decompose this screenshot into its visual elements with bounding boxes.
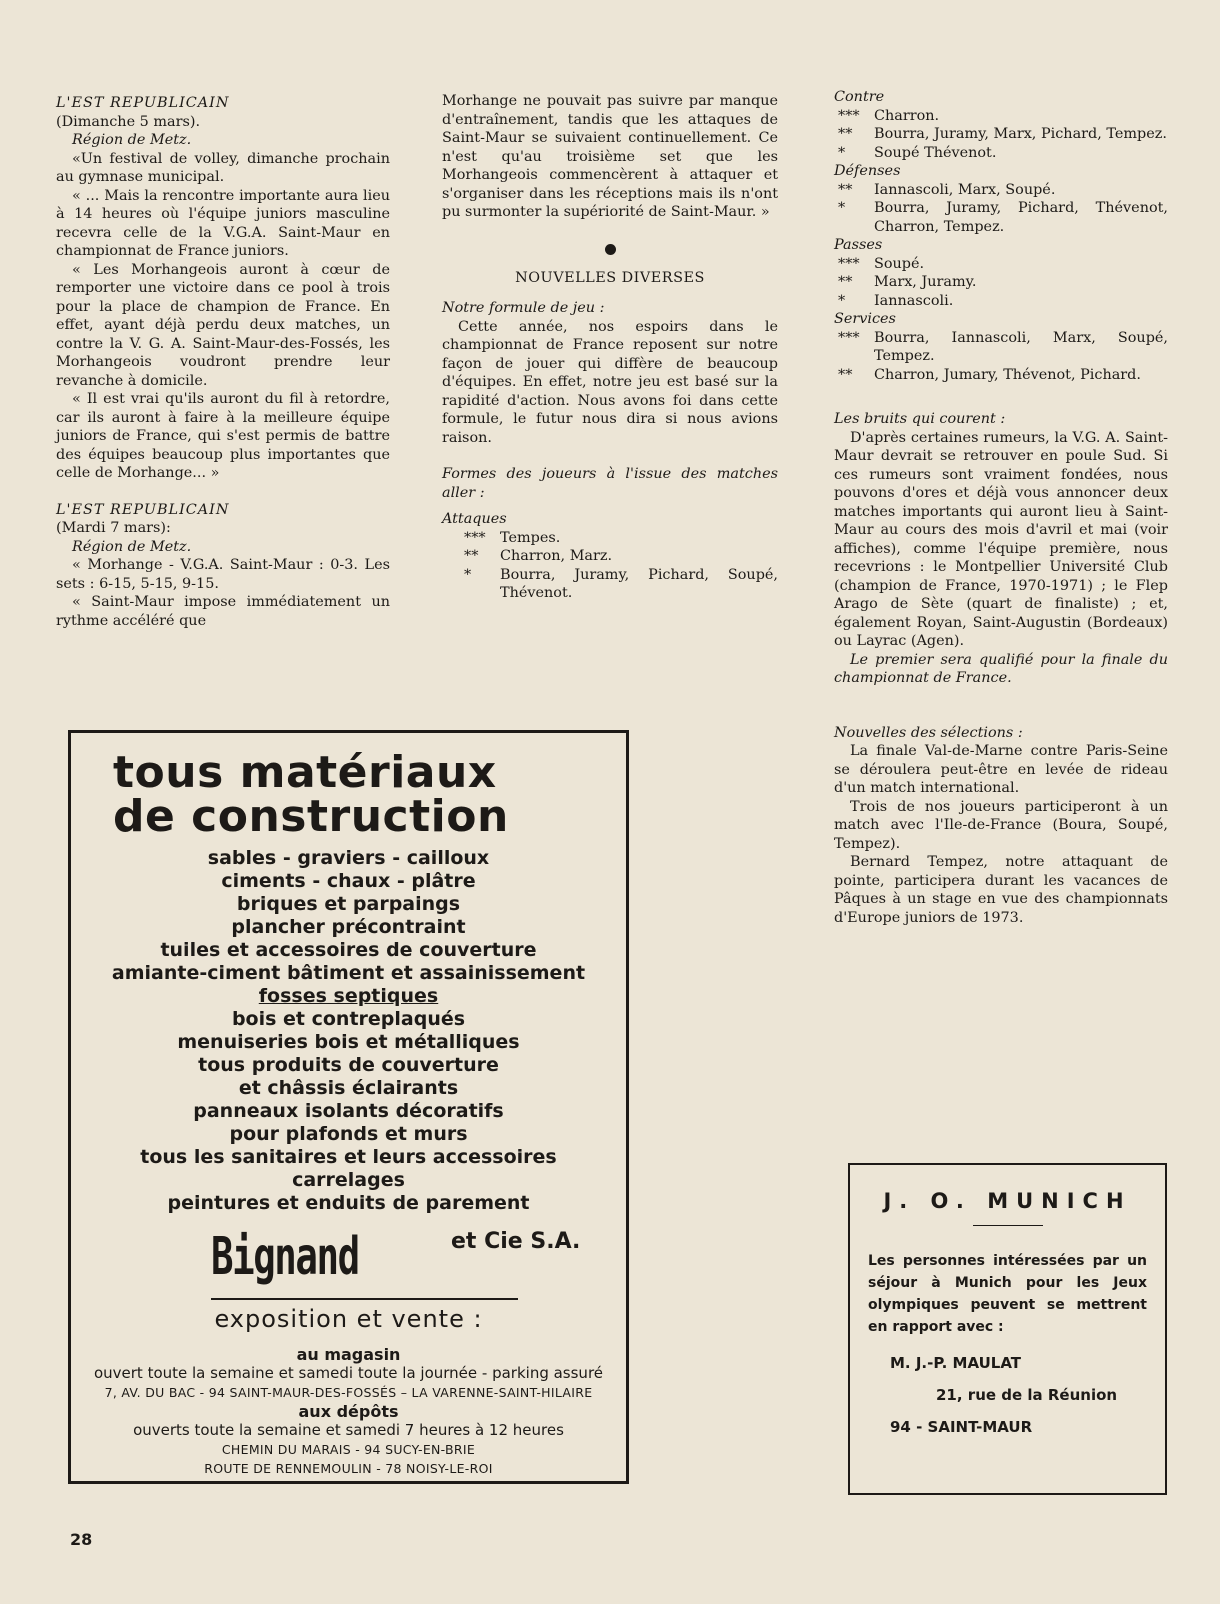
product-item: sables - graviers - cailloux bbox=[207, 847, 490, 869]
paragraph: « Il est vrai qu'ils auront du fil à retordre, car ils auront à faire à la meilleure équipe juniors de France, qui s'est permis de battre des équipes beaucoup plus importantes que celle de Morhange... » bbox=[56, 391, 390, 481]
depot-address: ROUTE DE RENNEMOULIN - 78 NOISY-LE-ROI bbox=[204, 1461, 493, 1476]
rating-row bbox=[834, 125, 1168, 144]
paragraph: La finale Val-de-Marne contre Paris-Seine se déroulera peut-être en levée de rideau d'un match international. bbox=[834, 743, 1168, 796]
rating-row bbox=[834, 292, 1168, 311]
product-item: ciments - chaux - plâtre bbox=[221, 870, 476, 892]
source-date: (Mardi 7 mars): bbox=[56, 520, 171, 536]
divider bbox=[973, 1225, 1043, 1226]
product-item: pour plafonds et murs bbox=[229, 1123, 468, 1145]
star-rating: * bbox=[838, 292, 846, 309]
paragraph: Cette année, nos espoirs dans le championnat de France reposent sur notre façon de jouer qui diffère de beaucoup d'équipes. En effet, notre jeu est basé sur la rapidité d'action. Nous avons foi dans cette formule, le futur nous dira si nous avions raison. bbox=[442, 318, 778, 446]
player-names: Charron, Jumary, Thévenot, Pichard. bbox=[874, 366, 1141, 383]
product-item: fosses septiques bbox=[258, 985, 439, 1007]
star-rating: ** bbox=[464, 548, 479, 564]
paragraph: «Un festival de volley, dimanche prochain au gymnase municipal. bbox=[56, 150, 390, 185]
star-rating: * bbox=[838, 144, 846, 161]
paragraph: Le premier sera qualifié pour la finale du championnat de France. bbox=[834, 651, 1168, 686]
star-rating: *** bbox=[464, 529, 486, 546]
brand-name: Bignand bbox=[211, 1227, 359, 1287]
product-item: tous les sanitaires et leurs accessoires bbox=[140, 1146, 557, 1168]
rating-heading: Contre bbox=[834, 89, 885, 105]
source-title: L'EST REPUBLICAIN bbox=[56, 501, 230, 518]
depot-address: CHEMIN DU MARAIS - 94 SUCY-EN-BRIE bbox=[221, 1442, 476, 1457]
product-item: tous produits de couverture bbox=[198, 1054, 499, 1076]
contact-street: 21, rue de la Réunion bbox=[936, 1386, 1118, 1404]
player-names: Charron, Marz. bbox=[500, 548, 613, 564]
store-hours: ouvert toute la semaine et samedi toute la journée - parking assuré bbox=[93, 1364, 604, 1382]
rating-row bbox=[834, 144, 1168, 163]
product-item: carrelages bbox=[292, 1169, 405, 1191]
advertisement-munich bbox=[848, 1163, 1167, 1495]
paragraph: « Saint-Maur impose immédiatement un rythme accéléré que bbox=[56, 594, 390, 629]
rating-heading: Attaques bbox=[442, 511, 507, 527]
subsection-title: Les bruits qui courent : bbox=[834, 411, 1006, 427]
player-names: Bourra, Iannascoli, Marx, Soupé, Tempez. bbox=[874, 329, 1168, 364]
paragraph: D'après certaines rumeurs, la V.G. A. Saint-Maur devrait se retrouver en poule Sud. Si ces rumeurs sont vraiment fondées, nous pouvons d'ores et déjà vous annoncer deux matches importants qui auront lieu à Saint-Maur au cours des mois d'avril et mai (voir affiches), comme l'équipe première, nous recevrions : le Montpellier Université Club (champion de France, 1970-1971) ; le Flep Arago de Sète (quart de finaliste) ; et, également Royan, Saint-Augustin (Bordeaux) ou Layrac (Agen). bbox=[834, 429, 1168, 649]
star-rating: ** bbox=[838, 126, 853, 142]
column-3 bbox=[834, 88, 1168, 927]
product-item: peintures et enduits de parement bbox=[167, 1192, 530, 1214]
player-names: Bourra, Juramy, Marx, Pichard, Tempez. bbox=[874, 126, 1167, 142]
paragraph: « Morhange - V.G.A. Saint-Maur : 0-3. Les sets : 6-15, 5-15, 9-15. bbox=[56, 557, 390, 592]
star-rating: * bbox=[838, 200, 846, 216]
player-names: Bourra, Juramy, Pichard, Soupé, Thévenot. bbox=[500, 566, 778, 601]
rating-row bbox=[834, 255, 1168, 274]
player-names: Charron. bbox=[874, 107, 940, 124]
brand-logo bbox=[211, 1227, 581, 1287]
divider bbox=[211, 1298, 518, 1300]
star-rating: ** bbox=[838, 274, 853, 290]
ad-title bbox=[71, 747, 626, 842]
ad-title-line: de construction bbox=[113, 791, 509, 842]
store-info bbox=[71, 1345, 626, 1478]
product-item: menuiseries bois et métalliques bbox=[177, 1031, 520, 1053]
product-item: panneaux isolants décoratifs bbox=[193, 1100, 504, 1122]
brand-suffix: et Cie S.A. bbox=[451, 1229, 581, 1254]
rating-row bbox=[834, 329, 1168, 366]
depot-label: aux dépôts bbox=[298, 1402, 399, 1421]
page-number: 28 bbox=[70, 1530, 93, 1549]
ad-title-line: tous matériaux bbox=[113, 747, 497, 798]
rating-heading: Défenses bbox=[834, 163, 901, 179]
advertisement-bignand bbox=[68, 730, 629, 1484]
player-names: Soupé. bbox=[874, 255, 925, 272]
paragraph: « Les Morhangeois auront à cœur de remporter une victoire dans ce pool à trois pour la place de champion de France. En effet, ayant déjà perdu deux matches, un contre la V. G. A. Saint-Maur-des-Fossés, les Morhangeois voudront prendre leur revanche à domicile. bbox=[56, 261, 390, 389]
product-item: bois et contreplaqués bbox=[231, 1008, 466, 1030]
product-list bbox=[71, 847, 626, 1215]
rating-row bbox=[460, 529, 778, 548]
player-names: Iannascoli, Marx, Soupé. bbox=[874, 181, 1056, 198]
column-1 bbox=[56, 94, 390, 630]
player-names: Bourra, Juramy, Pichard, Thévenot, Charron, Tempez. bbox=[874, 200, 1168, 235]
rating-row bbox=[834, 107, 1168, 126]
subsection-title: Nouvelles des sélections : bbox=[834, 724, 1023, 741]
product-item: amiante-ciment bâtiment et assainissement bbox=[111, 962, 586, 984]
player-names: Marx, Juramy. bbox=[874, 274, 977, 290]
star-rating: *** bbox=[838, 107, 860, 124]
product-item: et châssis éclairants bbox=[238, 1077, 459, 1099]
player-names: Soupé Thévenot. bbox=[874, 144, 997, 161]
rating-heading: Services bbox=[834, 311, 896, 327]
store-address: 7, AV. DU BAC - 94 SAINT-MAUR-DES-FOSSÉS – LA VARENNE-SAINT-HILAIRE bbox=[104, 1385, 593, 1400]
star-rating: * bbox=[464, 566, 472, 583]
player-names: Tempes. bbox=[500, 529, 561, 546]
region-label: Région de Metz. bbox=[72, 132, 192, 148]
rating-row bbox=[834, 366, 1168, 385]
expo-heading: exposition et vente : bbox=[214, 1305, 483, 1333]
star-rating: *** bbox=[838, 329, 860, 346]
contact-name: M. J.-P. MAULAT bbox=[890, 1354, 1022, 1372]
ad-body: Les personnes intéressées par un séjour à Munich pour les Jeux olympiques peuvent se mettrent en rapport avec : bbox=[868, 1253, 1147, 1335]
player-names: Iannascoli. bbox=[874, 292, 954, 309]
rating-row bbox=[834, 181, 1168, 200]
source-date: (Dimanche 5 mars). bbox=[56, 113, 201, 130]
product-item: briques et parpaings bbox=[236, 893, 461, 915]
paragraph: Bernard Tempez, notre attaquant de pointe, participera durant les vacances de Pâques à un stage en vue des championnats d'Europe juniors de 1973. bbox=[834, 854, 1168, 926]
paragraph: Morhange ne pouvait pas suivre par manque d'entraînement, tandis que les attaques de Saint-Maur se suivaient continuellement. Ce n'est qu'au troisième set que les Morhangeois commencèrent à attaquer et s'organiser dans les réceptions mais ils n'ont pu surmonter la supériorité de Saint-Maur. » bbox=[442, 93, 778, 220]
region-label: Région de Metz. bbox=[72, 538, 192, 555]
rating-row bbox=[834, 199, 1168, 236]
rating-row bbox=[834, 273, 1168, 292]
rating-row bbox=[460, 566, 778, 603]
rating-heading: Passes bbox=[834, 237, 883, 253]
star-rating: *** bbox=[838, 255, 860, 272]
star-rating: ** bbox=[838, 181, 853, 198]
ad-title: J. O. MUNICH bbox=[883, 1189, 1132, 1213]
subsection-title: Notre formule de jeu : bbox=[442, 300, 605, 316]
section-title: NOUVELLES DIVERSES bbox=[515, 269, 705, 286]
rating-row bbox=[460, 547, 778, 566]
paragraph: « ... Mais la rencontre importante aura lieu à 14 heures où l'équipe juniors masculine recevra celle de la V.G.A. Saint-Maur en championnat de France juniors. bbox=[56, 187, 390, 259]
star-rating: ** bbox=[838, 366, 853, 383]
source-title: L'EST REPUBLICAIN bbox=[56, 95, 230, 111]
store-label: au magasin bbox=[296, 1345, 401, 1364]
subsection-title: Formes des joueurs à l'issue des matches aller : bbox=[442, 466, 778, 501]
paragraph: Trois de nos joueurs participeront à un match avec l'Ile-de-France (Boura, Soupé, Tempez). bbox=[834, 798, 1168, 852]
bullet-dot-icon bbox=[605, 244, 616, 255]
product-item: plancher précontraint bbox=[231, 916, 466, 938]
column-2 bbox=[442, 92, 778, 603]
contact-city: 94 - SAINT-MAUR bbox=[890, 1418, 1033, 1436]
depot-hours: ouverts toute la semaine et samedi 7 heures à 12 heures bbox=[133, 1421, 564, 1439]
product-item: tuiles et accessoires de couverture bbox=[160, 939, 537, 961]
